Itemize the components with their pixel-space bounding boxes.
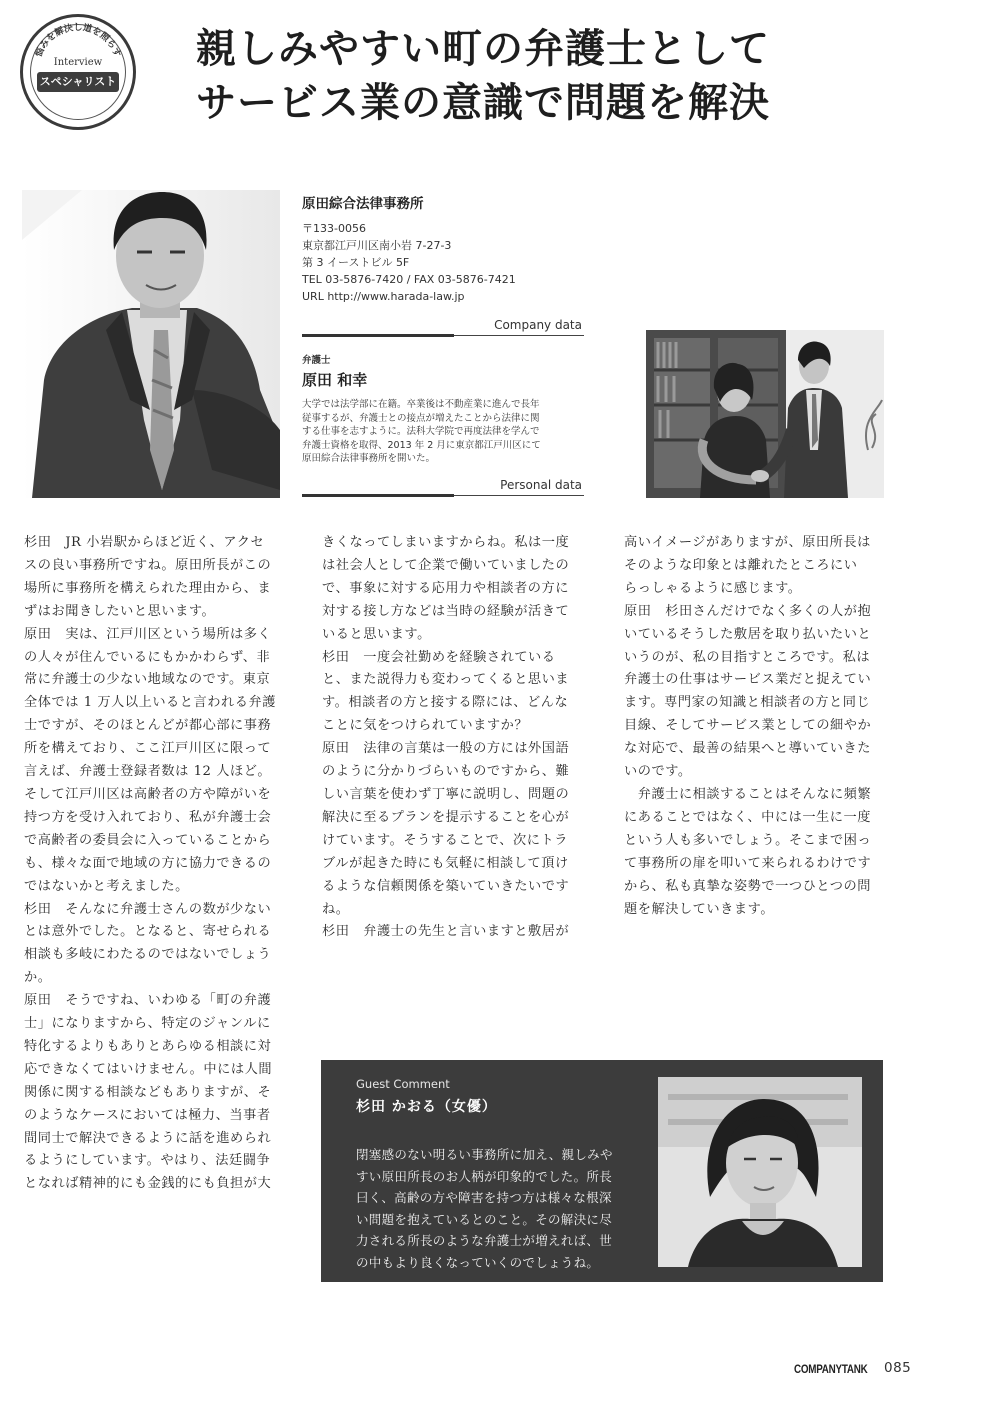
svg-text:悩みを解決し道を照らす xyxy=(32,21,123,59)
portrait-photo xyxy=(22,190,280,498)
text-line: ね。 xyxy=(322,901,350,917)
person-role: 弁護士 xyxy=(302,355,331,366)
personal-rule-thin xyxy=(454,495,584,496)
handshake-photo xyxy=(646,330,884,498)
title-line-1: 親しみやすい町の弁護士として xyxy=(196,25,770,72)
company-tel-fax: TEL 03-5876-7420 / FAX 03-5876-7421 xyxy=(302,273,516,286)
text-line: 原田 そうですね、いわゆる「町の弁護 xyxy=(24,993,272,1009)
text-line: と、また説得力も変わってくると思いま xyxy=(322,672,570,688)
text-line: 所を構えており、ここ江戸川区に限って xyxy=(24,741,272,757)
company-rule-thin xyxy=(454,335,584,336)
page-number: 085 xyxy=(884,1360,912,1376)
text-line: 言えば、弁護士登録者数は 12 人ほど。 xyxy=(24,764,272,780)
text-line: 高いイメージがありますが、原田所長は xyxy=(624,535,871,550)
guest-line: 力される所長のような弁護士が増えれば、世 xyxy=(356,1233,613,1249)
company-data-label: Company data xyxy=(494,318,582,332)
text-line: けています。そうすることで、次にトラ xyxy=(322,832,568,848)
text-line: 特化するよりもありとあらゆる相談に対 xyxy=(24,1038,272,1054)
text-line: 場所に事務所を構えられた理由から、ま xyxy=(24,580,272,596)
bio-line: 大学では法学部に在籍。卒業後は不動産業に進んで長年 xyxy=(302,399,540,410)
text-line: 杉田 JR 小岩駅からほど近く、アクセ xyxy=(24,535,265,550)
text-line: のように分かりづらいものですから、難 xyxy=(322,764,570,780)
text-line: そのような印象とは離れたところにい xyxy=(624,557,858,573)
text-line: 解決に至るプランを提示することを心が xyxy=(322,809,570,825)
text-line: で高齢者の委員会に入っていることから xyxy=(24,832,272,848)
interview-badge xyxy=(20,14,136,130)
badge-interview-text: Interview xyxy=(53,57,103,68)
badge-arc-caption: 悩みを解決し道を照らす xyxy=(34,23,122,59)
footer-logo: COMPANYTANK xyxy=(794,1362,868,1376)
text-line: という人も多いでしょう。そこまで困っ xyxy=(624,832,872,848)
text-line: 弁護士に相談することはそんなに頻繁 xyxy=(624,786,872,802)
text-line: 応できなくてはいけません。中には人間 xyxy=(24,1061,273,1077)
title-line-2: サービス業の意識で問題を解決 xyxy=(196,79,770,126)
text-line: 題を解決していきます。 xyxy=(624,901,775,917)
text-line: ブルが起きた時にも気軽に相談して頂け xyxy=(322,855,569,871)
bio-line: 従事するが、弁護士との接点が増えたことから法律に関 xyxy=(302,412,540,424)
text-line: 持つ方を受け入れており、私が弁護士会 xyxy=(24,809,272,825)
text-line: いると思います。 xyxy=(322,626,431,642)
text-line: るような信頼関係を築いていきたいです xyxy=(322,878,570,894)
text-line: 間同士で解決できるように話を進められ xyxy=(24,1130,272,1146)
guest-comment-label: Guest Comment xyxy=(356,1077,450,1091)
company-contact xyxy=(302,220,516,305)
text-line: す。相談者の方と接する際には、どんな xyxy=(322,695,569,711)
text-line: は社会人として企業で働いていましたの xyxy=(322,557,570,573)
guest-name: 杉田 かおる（女優） xyxy=(356,1099,497,1115)
text-line: 常に弁護士の少ない地域なのです。東京 xyxy=(24,672,271,688)
guest-comment-text xyxy=(356,1144,648,1274)
guest-photo xyxy=(658,1077,862,1267)
article-column-1 xyxy=(24,532,286,1196)
text-line: とは意外でした。となると、寄せられる xyxy=(24,924,272,940)
text-line: いているそうした敷居を取り払いたいと xyxy=(624,626,872,642)
company-address-2: 第 3 イーストビル 5F xyxy=(302,256,410,269)
bio-line: 原田綜合法律事務所を開いた。 xyxy=(302,453,436,465)
guest-line: 曰く、高齢の方や障害を持つ方は様々な根深 xyxy=(356,1190,612,1206)
company-rule-thick xyxy=(302,334,454,337)
text-line: 杉田 一度会社勤めを経験されている xyxy=(322,649,556,665)
personal-data-label: Personal data xyxy=(500,478,582,492)
badge-specialist-label: スペシャリスト xyxy=(37,72,119,92)
guest-line: の中もより良くなっていくのでしょうね。 xyxy=(356,1254,600,1270)
text-line: いのです。 xyxy=(624,764,692,780)
company-name: 原田綜合法律事務所 xyxy=(302,196,424,212)
text-line: の人々が住んでいるにもかかわらず、非 xyxy=(24,649,271,665)
text-line: ずはお聞きしたいと思います。 xyxy=(24,603,216,619)
text-line: な対応で、最善の結果へと導いていきた xyxy=(624,741,872,757)
person-name: 原田 和幸 xyxy=(302,371,368,389)
text-line: 相談も多岐にわたるのではないでしょう xyxy=(24,947,272,963)
company-url[interactable]: URL http://www.harada-law.jp xyxy=(302,290,465,303)
article-column-2 xyxy=(322,532,584,944)
text-line: にあることではなく、中には一生に一度 xyxy=(624,809,872,825)
text-line: 全体では 1 万人以上いると言われる弁護 xyxy=(24,695,276,711)
text-line: 弁護士の仕事はサービス業だと捉えてい xyxy=(624,672,872,688)
text-line: て事務所の扉を叩いて来られるわけです xyxy=(624,855,872,871)
company-address-1: 東京都江戸川区南小岩 7-27-3 xyxy=(302,239,452,252)
person-bio xyxy=(302,398,584,466)
text-line: 対する接し方などは当時の経験が活きて xyxy=(322,603,570,619)
bio-line: 弁護士資格を取得、2013 年 2 月に東京都江戸川区にて xyxy=(302,439,541,451)
text-line: らっしゃるように感じます。 xyxy=(624,580,802,596)
bio-line: する仕事を志すように。法科大学院で再度法律を学んで xyxy=(302,426,540,438)
article-column-3 xyxy=(624,532,886,921)
text-line: 杉田 弁護士の先生と言いますと敷居が xyxy=(322,924,570,940)
text-line: ます。専門家の知識と相談者の方と同じ xyxy=(624,695,871,711)
text-line: いうのが、私の目指すところです。私は xyxy=(624,649,871,665)
guest-line: い問題を抱えているとのこと。その解決に尽 xyxy=(356,1211,613,1227)
text-line: しい言葉を使わず丁寧に説明し、問題の xyxy=(322,786,570,802)
text-line: 原田 実は、江戸川区という場所は多く xyxy=(24,626,272,642)
text-line: ではないかと考えました。 xyxy=(24,878,189,894)
text-line: ことに気をつけられていますか？ xyxy=(322,718,529,734)
text-line: から、私も真摯な姿勢で一つひとつの問 xyxy=(624,878,872,894)
text-line: きくなってしまいますからね。私は一度 xyxy=(322,535,570,550)
text-line: 士ですが、そのほとんどが都心部に事務 xyxy=(24,718,272,734)
text-line: 士」になりますから、特定のジャンルに xyxy=(24,1016,271,1032)
text-line: も、様々な面で地域の方に協力できるの xyxy=(24,855,272,871)
company-postal: 〒133-0056 xyxy=(302,222,366,235)
text-line: スの良い事務所ですね。原田所長がこの xyxy=(24,557,272,573)
personal-rule-thick xyxy=(302,494,454,497)
article-title xyxy=(196,22,896,130)
text-line: で、事象に対する応用力や相談者の方に xyxy=(322,580,570,596)
text-line: るようにしています。やはり、法廷闘争 xyxy=(24,1153,271,1169)
text-line: 関係に関する相談などもありますが、そ xyxy=(24,1084,272,1100)
text-line: か。 xyxy=(24,970,52,986)
guest-line: 閉塞感のない明るい事務所に加え、親しみや xyxy=(356,1147,613,1162)
text-line: そして江戸川区は高齢者の方や障がいを xyxy=(24,786,272,802)
text-line: 杉田 そんなに弁護士さんの数が少ない xyxy=(24,901,272,917)
text-line: 原田 杉田さんだけでなく多くの人が抱 xyxy=(624,603,872,619)
text-line: のようなケースにおいては極力、当事者 xyxy=(24,1107,271,1123)
guest-line: すい原田所長のお人柄が印象的でした。所長 xyxy=(356,1168,613,1184)
text-line: となれば精神的にも金銭的にも負担が大 xyxy=(24,1176,272,1192)
text-line: 原田 法律の言葉は一般の方には外国語 xyxy=(322,741,570,757)
text-line: 目線、そしてサービス業としての細やか xyxy=(624,718,872,734)
